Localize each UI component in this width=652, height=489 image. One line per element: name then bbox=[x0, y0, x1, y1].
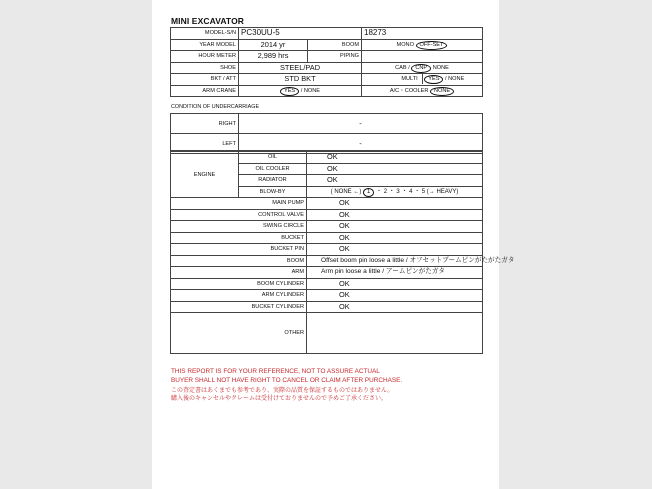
right-label: RIGHT bbox=[171, 114, 239, 134]
slash-sep: / bbox=[300, 87, 303, 94]
component-label: BUCKET PIN bbox=[171, 244, 307, 256]
component-value: OK bbox=[307, 198, 483, 210]
document-title: MINI EXCAVATOR bbox=[171, 16, 245, 26]
blowby-level-4: 4 bbox=[409, 188, 413, 195]
component-label: SWING CIRCLE bbox=[171, 221, 307, 233]
component-label: BOOM CYLINDER bbox=[171, 278, 307, 290]
component-value: OK bbox=[307, 290, 483, 302]
boom-option-offset-selected: OFF-SET bbox=[416, 41, 448, 50]
component-value: OK bbox=[307, 301, 483, 313]
boom-options bbox=[362, 39, 483, 51]
machine-info-table bbox=[170, 27, 483, 97]
year-value: 2014 yr bbox=[239, 39, 308, 51]
year-model-label: YEAR MODEL bbox=[171, 39, 239, 51]
left-label: LEFT bbox=[171, 134, 239, 154]
engine-oil-value: OK bbox=[307, 152, 483, 164]
multi-label: MULTI bbox=[380, 74, 423, 84]
component-label: CONTROL VALVE bbox=[171, 209, 307, 221]
shoe-label: SHOE bbox=[171, 62, 239, 74]
undercarriage-heading: CONDITION OF UNDERCARRIAGE bbox=[171, 104, 260, 110]
disclaimer-line-1: THIS REPORT IS FOR YOUR REFERENCE, NOT TO ASSURE ACTUAL bbox=[171, 368, 380, 375]
cab-options bbox=[362, 62, 483, 74]
other-label: OTHER bbox=[171, 313, 307, 354]
component-value: OK bbox=[307, 221, 483, 233]
multi-options bbox=[362, 74, 483, 86]
right-value: - bbox=[239, 114, 483, 134]
component-value: OK bbox=[307, 244, 483, 256]
component-value: Offset boom pin loose a little / オフセットブームピンがたがたガタ bbox=[307, 255, 483, 267]
ac-cooler-none-selected: NONE bbox=[430, 87, 454, 96]
oil-cooler-value: OK bbox=[307, 163, 483, 175]
component-label: ARM bbox=[171, 267, 307, 279]
boom-label: BOOM bbox=[308, 39, 362, 51]
bkt-value: STD BKT bbox=[239, 74, 362, 86]
blowby-level-1-selected: 1 bbox=[363, 188, 374, 197]
arm-crane-options bbox=[239, 85, 362, 97]
component-label: BUCKET bbox=[171, 232, 307, 244]
blowby-label: BLOW-BY bbox=[239, 186, 307, 198]
disclaimer-line-4: 購入後のキャンセルやクレームは受付けておりませんので予めご了承ください。 bbox=[171, 396, 388, 402]
oil-cooler-label: OIL COOLER bbox=[239, 163, 307, 175]
component-label: ARM CYLINDER bbox=[171, 290, 307, 302]
blowby-heavy: (→ HEAVY) bbox=[426, 188, 459, 195]
boom-option-mono: MONO bbox=[396, 41, 414, 48]
engine-label: ENGINE bbox=[171, 152, 239, 198]
blowby-level-2: 2 bbox=[383, 188, 388, 195]
cnp-option-selected: CNP bbox=[411, 64, 431, 73]
radiator-label: RADIATOR bbox=[239, 175, 307, 187]
model-sn-label: MODEL-S/N bbox=[171, 28, 239, 40]
component-value: OK bbox=[307, 278, 483, 290]
slash-sep: / bbox=[408, 64, 410, 71]
component-value: OK bbox=[307, 209, 483, 221]
left-value: - bbox=[239, 134, 483, 154]
hour-meter-label: HOUR METER bbox=[171, 51, 239, 63]
ac-cooler-label: A/C・COOLER bbox=[389, 87, 429, 94]
cab-option: CAB bbox=[395, 64, 407, 71]
slash-sep: / bbox=[445, 76, 447, 83]
blowby-none: ( NONE ←) bbox=[330, 188, 362, 195]
component-label: BOOM bbox=[171, 255, 307, 267]
model-value: PC30UU-5 bbox=[239, 28, 362, 40]
arm-crane-yes-selected: YES bbox=[280, 87, 299, 96]
radiator-value: OK bbox=[307, 175, 483, 187]
arm-crane-none-option: NONE bbox=[303, 87, 321, 94]
shoe-value: STEEL/PAD bbox=[239, 62, 362, 74]
serial-value: 18273 bbox=[362, 28, 483, 40]
component-label: MAIN PUMP bbox=[171, 198, 307, 210]
component-value: Arm pin loose a little / アームピンがたガタ bbox=[307, 267, 483, 279]
inspection-table bbox=[170, 150, 515, 354]
component-value: OK bbox=[307, 232, 483, 244]
cab-none-option: NONE bbox=[432, 64, 449, 71]
piping-label: PIPING bbox=[308, 51, 362, 63]
multi-yes-selected: YES bbox=[424, 75, 443, 84]
piping-value bbox=[362, 51, 483, 63]
other-value bbox=[307, 313, 483, 354]
bkt-att-label: BKT / ATT bbox=[171, 74, 239, 86]
blowby-level-3: 3 bbox=[396, 188, 400, 195]
multi-none-option: NONE bbox=[448, 76, 465, 83]
ac-cooler-options bbox=[362, 85, 483, 97]
disclaimer-line-3: この査定書はあくまでも参考であり、実際の品質を保証するものではありません。 bbox=[171, 388, 394, 394]
hours-value: 2,989 hrs bbox=[239, 51, 308, 63]
blowby-level-5: 5 bbox=[421, 188, 426, 195]
blowby-scale: ( NONE ←) 1 ・ 2 ・ 3 ・ 4 ・ 5 (→ HEAVY) bbox=[307, 186, 483, 198]
component-label: BUCKET CYLINDER bbox=[171, 301, 307, 313]
engine-oil-label: OIL bbox=[239, 152, 307, 164]
disclaimer-line-2: BUYER SHALL NOT HAVE RIGHT TO CANCEL OR CLAIM AFTER PURCHASE. bbox=[171, 377, 403, 384]
arm-crane-label: ARM CRANE bbox=[171, 85, 239, 97]
undercarriage-table bbox=[170, 113, 483, 154]
